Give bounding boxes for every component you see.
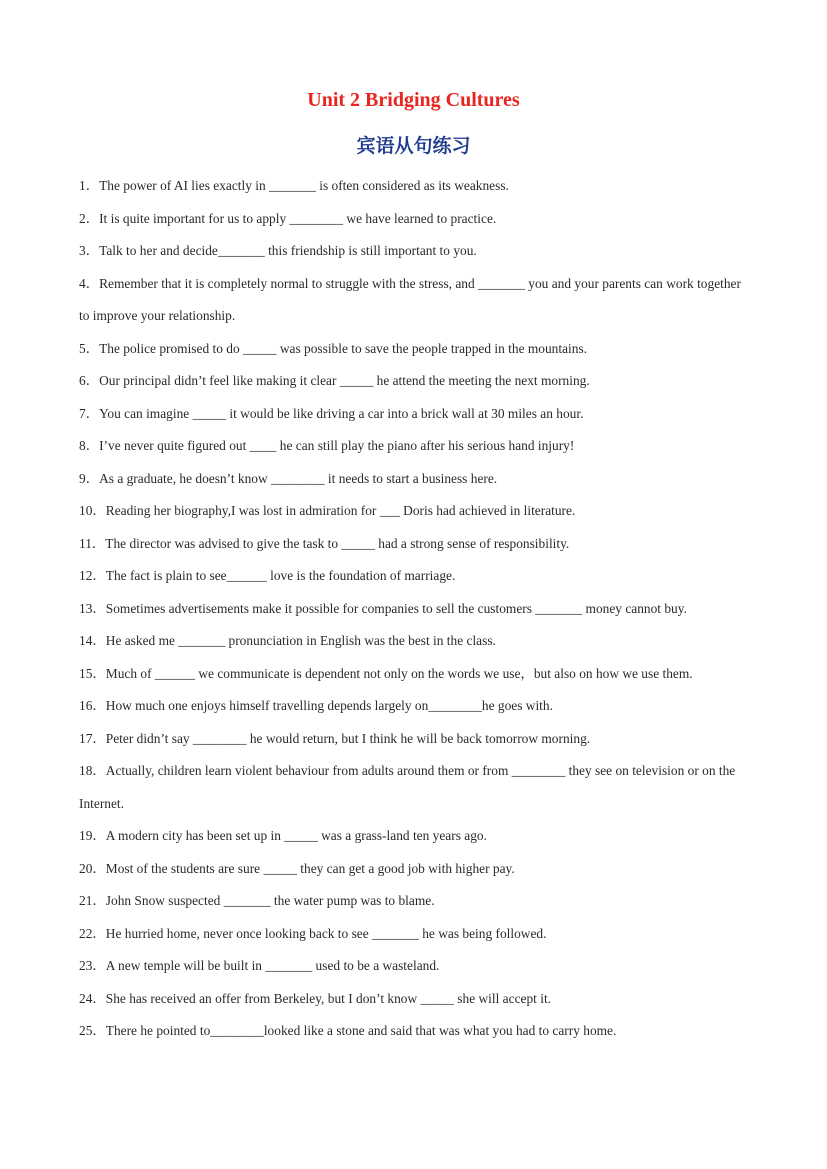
question-item [79, 658, 749, 691]
question-number: 25． [79, 1023, 106, 1038]
question-item [79, 560, 749, 593]
question-number: 24． [79, 990, 106, 1006]
question-number: 7． [79, 405, 100, 421]
question-number: 10． [79, 503, 106, 518]
page-title: Unit 2 Bridging Cultures [307, 89, 520, 111]
question-number: 3． [79, 243, 100, 258]
question-number: 13． [79, 600, 106, 616]
question-item [79, 365, 749, 398]
question-item [79, 755, 749, 820]
question-item [79, 723, 749, 756]
question-item [79, 593, 749, 626]
page-subtitle: 宾语从句练习 [356, 135, 471, 157]
question-list [79, 170, 749, 1048]
question-item [79, 918, 749, 951]
question-number: 23． [79, 958, 106, 973]
question-item [79, 398, 749, 431]
question-number: 6． [79, 373, 100, 388]
question-item [79, 170, 749, 203]
question-text: The power of AI lies exactly in _______ is often considered as its weakness. [99, 178, 509, 193]
question-item [79, 430, 749, 463]
question-number: 11． [79, 535, 106, 551]
question-item [79, 235, 749, 268]
question-item [79, 690, 749, 723]
question-text: It is quite important for us to apply ________ we have learned to practice. [99, 210, 497, 226]
question-number: 2． [79, 210, 100, 226]
question-number: 19． [79, 828, 106, 843]
question-item [79, 885, 749, 918]
question-item [79, 268, 749, 333]
question-item [79, 853, 749, 886]
question-text: I’ve never quite figured out ____ he can still play the piano after his serious hand injury! [99, 438, 575, 453]
question-number: 20． [79, 860, 106, 876]
question-text: A modern city has been set up in _____ was a grass-land ten years ago. [105, 828, 487, 843]
question-item [79, 983, 749, 1016]
question-text: There he pointed to________looked like a stone and said that was what you had to carry home. [105, 1023, 617, 1038]
question-number: 14． [79, 633, 106, 648]
question-text: Actually, children learn violent behaviour from adults around them or from ________ they see on television or on the Internet. [79, 763, 736, 811]
question-number: 1． [79, 178, 100, 193]
question-text: The fact is plain to see______ love is the foundation of marriage. [105, 568, 456, 583]
question-number: 12． [79, 568, 106, 583]
question-number: 4． [79, 275, 100, 291]
question-number: 5． [79, 340, 100, 356]
question-text: Talk to her and decide_______ this friendship is still important to you. [99, 243, 477, 258]
question-text: He hurried home, never once looking back to see _______ he was being followed. [105, 925, 547, 941]
question-item [79, 1015, 749, 1048]
question-text: The police promised to do _____ was possible to save the people trapped in the mountains. [99, 340, 588, 356]
question-text: Peter didn’t say ________ he would return, but I think he will be back tomorrow morning. [105, 730, 591, 746]
question-text: He asked me _______ pronunciation in English was the best in the class. [105, 633, 496, 648]
question-number: 22． [79, 925, 106, 941]
question-text: Reading her biography,I was lost in admiration for ___ Doris had achieved in literature. [105, 503, 576, 518]
question-text: The director was advised to give the task to _____ had a strong sense of responsibility. [105, 535, 570, 551]
question-text: As a graduate, he doesn’t know ________ it needs to start a business here. [99, 470, 498, 486]
question-number: 9． [79, 470, 100, 486]
question-text: Remember that it is completely normal to struggle with the stress, and _______ you and your parents can work together to improve your relationship. [79, 275, 741, 323]
question-text: Sometimes advertisements make it possible for companies to sell the customers _______ money cannot buy. [105, 600, 687, 616]
question-item [79, 495, 749, 528]
question-number: 21． [79, 893, 106, 908]
question-text: You can imagine _____ it would be like driving a car into a brick wall at 30 miles an hour. [99, 405, 584, 421]
question-text: She has received an offer from Berkeley, but I don’t know _____ she will accept it. [105, 990, 552, 1006]
question-text: A new temple will be built in _______ used to be a wasteland. [105, 958, 440, 973]
question-item [79, 950, 749, 983]
question-text: Our principal didn’t feel like making it clear _____ he attend the meeting the next morning. [99, 373, 590, 388]
question-item [79, 463, 749, 496]
question-text: John Snow suspected _______ the water pump was to blame. [105, 893, 435, 908]
question-number: 16． [79, 698, 106, 713]
question-item [79, 528, 749, 561]
question-text: Most of the students are sure _____ they can get a good job with higher pay. [105, 860, 515, 876]
question-number: 18． [79, 763, 106, 778]
question-number: 8． [79, 438, 100, 453]
question-number: 17． [79, 730, 106, 746]
question-item [79, 820, 749, 853]
question-text: How much one enjoys himself travelling depends largely on________he goes with. [105, 698, 553, 713]
question-item [79, 333, 749, 366]
question-item [79, 625, 749, 658]
question-text: Much of ______ we communicate is dependent not only on the words we use，but also on how we use them. [105, 665, 693, 681]
question-item [79, 203, 749, 236]
question-number: 15． [79, 665, 106, 681]
